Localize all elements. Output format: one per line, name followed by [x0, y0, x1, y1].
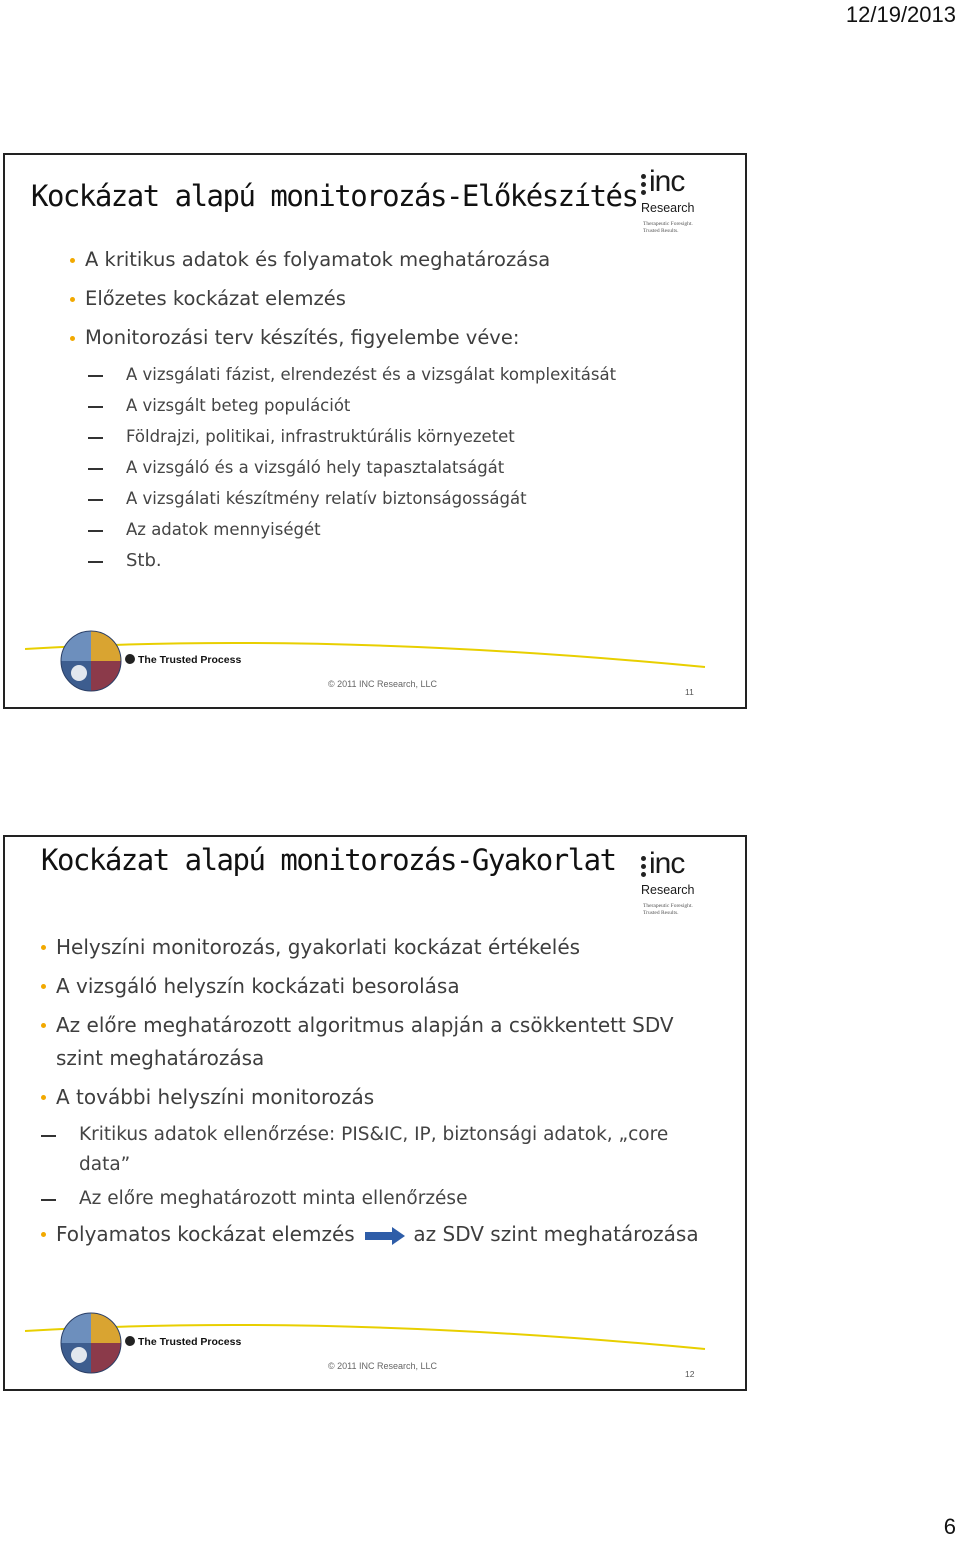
sub-item: Stb.: [88, 550, 720, 572]
logo-tagline-1: Therapeutic Foresight.: [643, 221, 693, 227]
trusted-process-label: [125, 654, 241, 666]
copyright-text: © 2011 INC Research, LLC: [328, 1361, 438, 1371]
inc-research-logo: [641, 847, 701, 919]
final-bullet-right: az SDV szint meghatározása: [413, 1222, 699, 1246]
sub-item: A vizsgáló és a vizsgáló hely tapasztalatságát: [88, 457, 720, 479]
page-number: 6: [943, 1514, 956, 1539]
slide-12: [3, 835, 747, 1391]
logo-inc-text: inc: [649, 847, 685, 880]
inc-research-logo: [641, 165, 701, 237]
page-date: 12/19/2013: [845, 2, 956, 27]
bullet-item-final: [41, 1218, 701, 1251]
slide-title: Kockázat alapú monitorozás-Gyakorlat: [41, 843, 616, 877]
logo-inc-text: inc: [649, 165, 685, 198]
bullet-item: A kritikus adatok és folyamatok meghatározása: [70, 247, 720, 273]
slide-footer: [5, 627, 745, 707]
bullet-item: Monitorozási terv készítés, figyelembe véve:: [70, 325, 720, 351]
right-arrow-icon: [365, 1227, 405, 1245]
logo-dots-icon: [641, 856, 647, 880]
slide-11: [3, 153, 747, 709]
slide-content-list: [41, 931, 701, 1257]
trusted-process-text: The Trusted Process: [138, 1336, 242, 1348]
sub-item: A vizsgálati fázist, elrendezést és a vizsgálat komplexitását: [88, 364, 720, 386]
bullet-item: Az előre meghatározott algoritmus alapján a csökkentett SDV szint meghatározása: [41, 1009, 701, 1075]
sub-item: Földrajzi, politikai, infrastruktúrális környezetet: [88, 426, 720, 448]
logo-tagline-2: Trusted Results.: [643, 228, 679, 234]
globe-icon: [59, 629, 123, 693]
slide-title: Kockázat alapú monitorozás-Előkészítés: [31, 179, 638, 213]
slide-content-list: [70, 247, 720, 581]
logo-tagline-2: Trusted Results.: [643, 910, 679, 916]
bullet-item: A további helyszíni monitorozás: [41, 1081, 701, 1114]
bullet-item: A vizsgáló helyszín kockázati besorolása: [41, 970, 701, 1003]
sub-item: A vizsgált beteg populációt: [88, 395, 720, 417]
globe-icon: [59, 1311, 123, 1375]
slide-number: 11: [685, 687, 694, 697]
bullet-item: Helyszíni monitorozás, gyakorlati kockázat értékelés: [41, 931, 701, 964]
logo-research-text: Research: [641, 201, 695, 215]
slide-number: 12: [685, 1369, 695, 1379]
copyright-text: © 2011 INC Research, LLC: [328, 679, 438, 689]
sub-item: Az előre meghatározott minta ellenőrzése: [41, 1184, 701, 1214]
slide-footer: [5, 1309, 745, 1389]
logo-research-text: Research: [641, 883, 695, 897]
logo-dots-icon: [641, 174, 647, 198]
bullet-item: Előzetes kockázat elemzés: [70, 286, 720, 312]
logo-tagline-1: Therapeutic Foresight.: [643, 903, 693, 909]
trusted-process-label: [125, 1336, 241, 1348]
trusted-process-text: The Trusted Process: [138, 654, 242, 666]
final-bullet-left: Folyamatos kockázat elemzés: [56, 1222, 355, 1246]
sub-item: Az adatok mennyiségét: [88, 519, 720, 541]
trusted-process-icon: [125, 654, 135, 664]
sub-item: Kritikus adatok ellenőrzése: PIS&IC, IP, biztonsági adatok, „core data”: [41, 1120, 701, 1180]
trusted-process-icon: [125, 1336, 135, 1346]
sub-item: A vizsgálati készítmény relatív biztonságosságát: [88, 488, 720, 510]
